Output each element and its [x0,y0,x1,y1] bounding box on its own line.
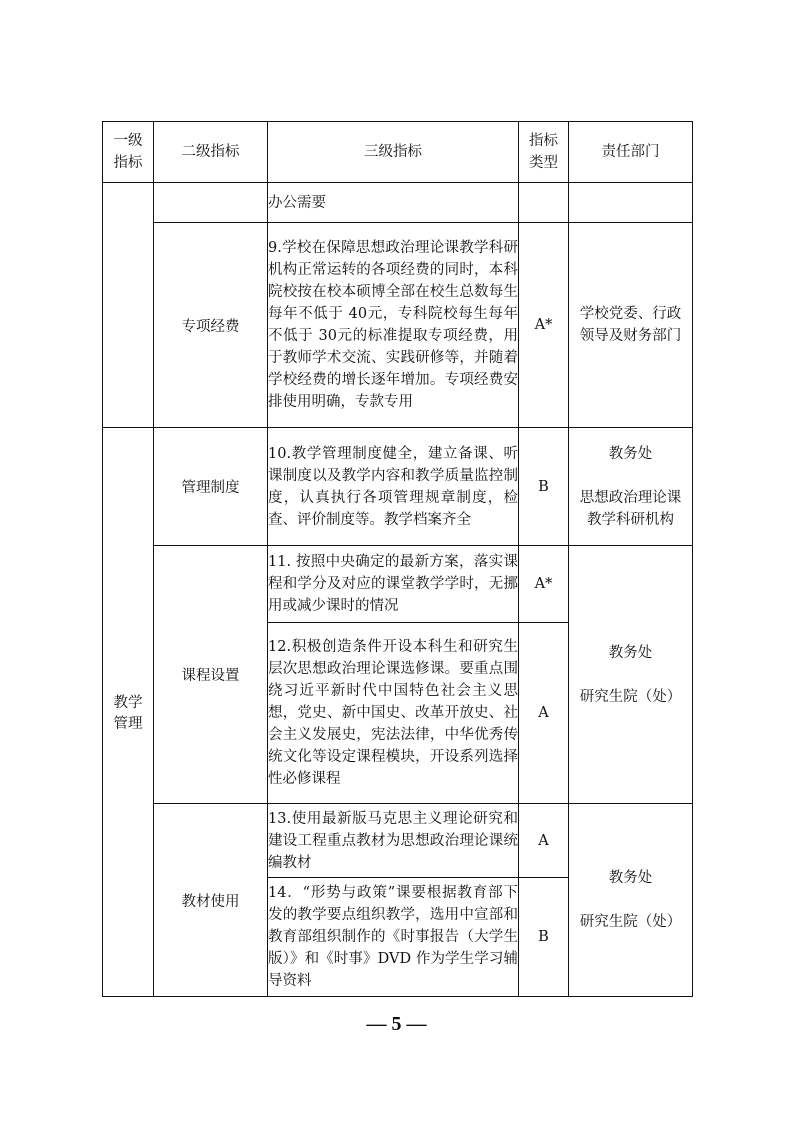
level3-cell: 9.学校在保障思想政治理论课教学科研机构正常运转的各项经费的同时，本科院校按在校本硕博全部在校生总数每生每年不低于 40元，专科院校每生每年不低于 30元的标准提取专项经费，用于教师学术交流、实践研修等，并随着学校经费的增长逐年增加。专项经费安排使用明确，专款专用 [268,223,519,428]
type-cell: A [519,623,569,804]
level3-cell: 办公需要 [268,183,519,223]
level2-cell: 管理制度 [154,428,268,546]
table-row [103,223,693,428]
table-row [103,183,693,223]
dept-cell: 教务处 思想政治理论课 教学科研机构 [569,428,693,546]
header-row [103,122,693,183]
page-number: — 5 — [366,1013,427,1035]
dept-cell: 教务处 研究生院（处） [569,804,693,997]
level3-cell: 14．“形势与政策”课要根据教育部下发的教学要点组织教学，选用中宣部和教育部组织制作的《时事报告（大学生版）》和《时事》DVD 作为学生学习辅导资料 [268,878,519,997]
level2-cell: 专项经费 [154,223,268,428]
level3-cell: 11. 按照中央确定的最新方案，落实课程和学分及对应的课堂教学学时，无挪用或减少课时的情况 [268,546,519,623]
dept-cell: 教务处 研究生院（处） [569,546,693,804]
level1-cell: 教学 管理 [103,428,154,997]
level3-cell: 12.积极创造条件开设本科生和研究生层次思想政治理论课选修课。要重点围绕习近平新时代中国特色社会主义思想，党史、新中国史、改革开放史、社会主义发展史，宪法法律，中华优秀传统文化等设定课程模块，开设系列选择性必修课程 [268,623,519,804]
level1-cell-empty [103,183,154,428]
table-row [103,428,693,546]
table-row [103,546,693,623]
table-row [103,804,693,878]
level2-cell: 教材使用 [154,804,268,997]
type-cell: B [519,428,569,546]
level2-cell: 课程设置 [154,546,268,804]
type-cell: A [519,804,569,878]
dept-cell-empty [569,183,693,223]
level3-cell: 13.使用最新版马克思主义理论研究和建设工程重点教材为思想政治理论课统编教材 [268,804,519,878]
type-cell: A* [519,223,569,428]
dept-cell: 学校党委、行政 领导及财务部门 [569,223,693,428]
header-type: 指标 类型 [519,122,569,183]
level3-cell: 10.教学管理制度健全，建立备课、听课制度以及教学内容和教学质量监控制度，认真执行各项管理规章制度，检查、评价制度等。教学档案齐全 [268,428,519,546]
header-level3: 三级指标 [268,122,519,183]
level2-cell-empty [154,183,268,223]
type-cell: A* [519,546,569,623]
header-level2: 二级指标 [154,122,268,183]
type-cell-empty [519,183,569,223]
indicator-table [102,121,693,997]
header-level1: 一级 指标 [103,122,154,183]
header-dept: 责任部门 [569,122,693,183]
type-cell: B [519,878,569,997]
